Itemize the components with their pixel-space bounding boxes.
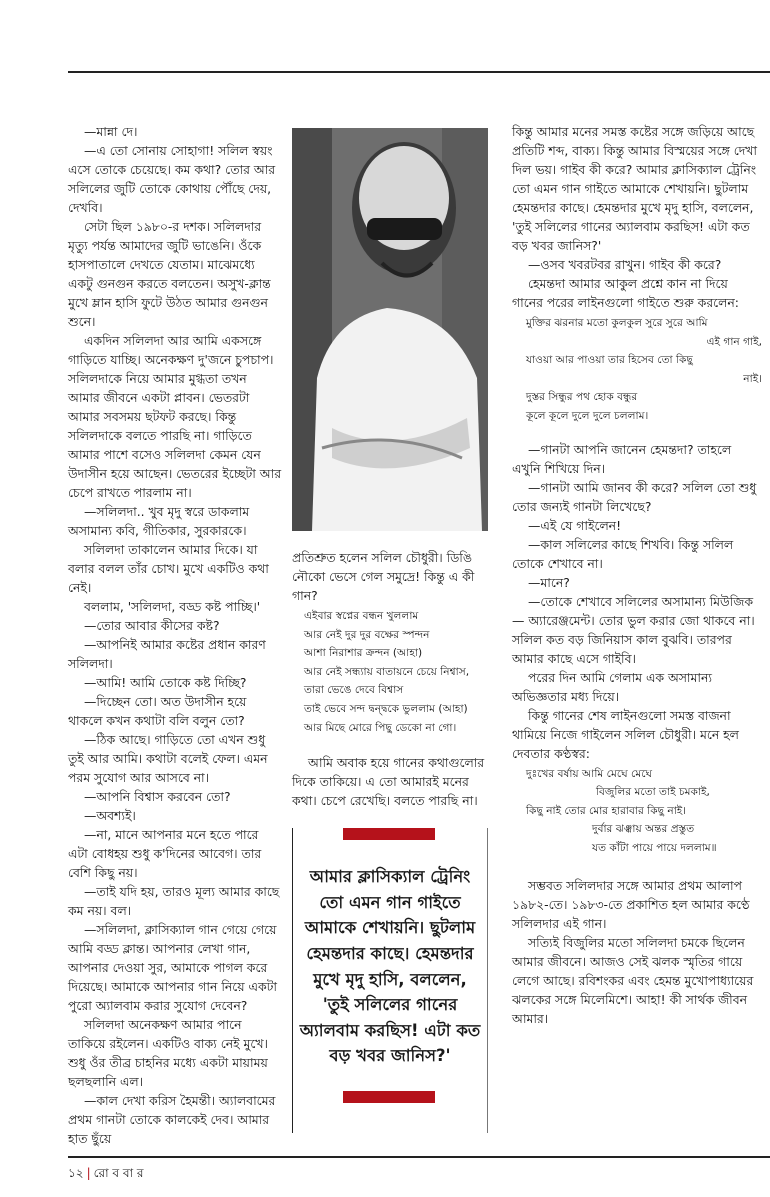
column1-paragraph: সলিলদা অনেকক্ষণ আমার পানে তাকিয়ে রইলেন। একটিও বাক্য নেই মুখে। শুধু ওঁর তীব্র চাহনির মধ্যে একটা মায়াময় ছলছলানি এল।: [68, 1017, 268, 1089]
article-body: [68, 0, 770, 1148]
column1-paragraph: —ঠিক আছে। গাড়িতে তো এখন শুধু তুই আর আমি। কথাটা বলেই ফেল। এমন পরম সুযোগ আর আসবে না।: [68, 732, 268, 785]
column1-paragraph: —মান্না দে।: [84, 124, 138, 139]
column3-paragraph: সম্ভবত সলিলদার সঙ্গে আমার প্রথম আলাপ ১৯৮২-তে। ১৯৮৩-তে প্রকাশিত হল আমার কণ্ঠে সলিলদার এই গান।: [512, 877, 750, 931]
song-line: আর মিছে মোরে পিছু ডেকো না গো।: [304, 721, 457, 734]
column3-paragraph: —গানটা আমি জানব কী করে? সলিল তো শুধু তোর জন্যই গানটা লিখেছে?: [512, 479, 757, 514]
pull-quote-text: আমার ক্লাসিক্যাল ট্রেনিং তো এমন গান গাইতে আমাকে শেখায়নি। ছুটলাম হেমন্তদার কাছে। হেমন্তদার মুখে মৃদু হাসি, বললেন, 'তুই সলিলের গানের অ্যালবাম করছিস! এটা কত বড় খবর জানিস?': [299, 867, 481, 1066]
column3-paragraph: পরের দিন আমি গেলাম এক অসামান্য অভিজ্ঞতার মধ্য দিয়ে।: [512, 669, 712, 704]
column3-paragraph: —গানটা আপনি জানেন হেমন্তদা? তাহলে এখুনি শিখিয়ে দিন।: [512, 441, 732, 476]
column1-paragraph: বললাম, 'সলিলদা, বড্ড কষ্ট পাচ্ছি।': [84, 599, 261, 614]
column1-paragraph: সলিলদা তাকালেন আমার দিকে। যা বলার বলল তাঁর চোখ। মুখে একটিও কথা নেই।: [68, 542, 269, 595]
column3-closing: [512, 876, 762, 1028]
column3-paragraph: সত্যিই বিজুলির মতো সলিলদা চমকে ছিলেন আমার জীবনে। আজও সেই ঝলক স্মৃতির গায়ে লেগে আছে। রবিশংকর এবং হেমন্ত মুখোপাধ্যায়ের ঝলকের সঙ্গে মিলেমিশে। আহা! কী সার্থক জীবন আমার।: [512, 934, 754, 1026]
column3-paragraph: —তোকে শেখাবে সলিলের অসামান্য মিউজিক— অ্যারেঞ্জমেন্ট। তোর ভুল করার জো থাকবে না। সলিল কত বড় জিনিয়াস কাল বুঝবি। তারপর আমার কাছে এসে গাইবি।: [512, 593, 755, 666]
column1-paragraph: —আমি! আমি তোকে কষ্ট দিচ্ছি?: [84, 675, 247, 690]
footer-separator: |: [86, 1166, 91, 1180]
middle-column: [292, 122, 488, 1133]
column1-paragraph: —না, মানে আপনার মনে হতে পারে এটা বোধহয় শুধু ক'দিনের আবেগ। তার বেশি কিছু নয়।: [68, 827, 262, 880]
column3-paragraph: —ওসব খবরটবর রাখুন। গাইব কী করে?: [528, 257, 722, 272]
song-line: নাই।: [743, 372, 762, 385]
song-line: আর নেই সন্ধ্যায় বাতায়নে চেয়ে নিশ্বাস,: [304, 665, 470, 678]
song-lyrics: [526, 314, 762, 426]
column3-paragraph: —মানে?: [528, 574, 570, 590]
column1-paragraph: —এ তো সোনায় সোহাগা! সলিল স্বয়ং এসে তোকে চেয়েছে। কম কথা? তোর আর সলিলের জুটি তোকে কোথায় পৌঁছে দেয়, দেখবি।: [68, 143, 276, 215]
song-line: যাওয়া আর পাওয়া তার হিসেব তো কিছু: [526, 354, 693, 367]
column1-paragraph: —অবশ্যই।: [84, 808, 136, 823]
column3-dialogue: [512, 440, 762, 763]
column2-intro: প্রতিশ্রুত হলেন সলিল চৌধুরী। ডিঙি নৌকো ভেসে গেল সমুদ্রে! কিন্তু এ কী গান?: [292, 550, 475, 603]
column1-paragraph: —তাই যদি হয়, তারও মূল্য আমার কাছে কম নয়। বল।: [68, 884, 280, 918]
song-line: দুঃখের বর্ষায় আমি মেঘে মেঘে: [526, 767, 653, 780]
article-column-1: [68, 122, 282, 1148]
song-lyrics: [304, 607, 488, 737]
song-line: মুক্তির ঝরনার মতো কুলকুল সুরে সুরে আমি: [526, 317, 708, 329]
page-footer: [68, 1165, 770, 1191]
column1-paragraph: —তোর আবার কীসের কষ্ট?: [84, 618, 220, 633]
column1-paragraph: —আপনিই আমার কষ্টের প্রধান কারণ সলিলদা।: [68, 637, 266, 671]
bottom-rule: [68, 1156, 770, 1158]
article-column-2: [292, 548, 488, 810]
column3-paragraph: কিন্তু গানের শেষ লাইনগুলো সমস্ত বাজনা থামিয়ে নিজে গাইলেন সলিল চৌধুরী। মনে হল দেবতার কণ্ঠস্বর:: [512, 707, 739, 761]
song-line: এই গান গাই,: [706, 335, 762, 348]
magazine-name: রো ব বা র: [93, 1166, 144, 1180]
song-line: দুস্তর সিন্ধুর পথ হোক বন্ধুর: [526, 391, 638, 404]
column3-paragraph: —কাল সলিলের কাছে শিখবি। কিন্তু সলিল তোকে শেখাবে না।: [512, 536, 734, 571]
column3-paragraph: —এই যে গাইলেন!: [528, 517, 622, 533]
column1-paragraph: —সলিলদা, ক্লাসিক্যাল গান গেয়ে গেয়ে আমি বড্ড ক্লান্ত। আপনার লেখা গান, আপনার দেওয়া সুর, আমাকে পাগল করে দিয়েছে। আমাকে আপনার গান নিয়ে একটা পুরো অ্যালবাম করার সুযোগ দেবেন?: [68, 922, 277, 1013]
pull-quote-bar-top: [343, 828, 435, 840]
portrait-photo: [292, 128, 488, 531]
song-line: আশা নিরাশার ক্রন্দন (আহা): [304, 647, 423, 660]
column1-paragraph: সেটা ছিল ১৯৮০-র দশক। সলিলদার মৃত্যু পর্যন্ত আমাদের জুটি ভাঙেনি। ওঁকে হাসপাতালে দেখতে যেতাম। মাঝেমধ্যে একটু গুনগুন করতে বলতেন। অসুখ-ক্লান্ত মুখে ম্লান হাসি ফুটে উঠত আমার গুনগুন শুনে।: [68, 219, 271, 329]
column1-paragraph: একদিন সলিলদা আর আমি একসঙ্গে গাড়িতে যাচ্ছি। অনেকক্ষণ দু'জনে চুপচাপ। সলিলদাকে নিয়ে আমার মুগ্ধতা তখন আমার জীবনে একটা প্লাবন। ভেতরটা আমার সবসময় ছটফট করছে। কিন্তু সলিলদাকে বলতে পারছি না। গাড়িতে আমার পাশে বসেও সলিলদা কেমন যেন উদাসীন হয়ে আছেন। ভেতরের ইচ্ছেটা আর চেপে রাখতে পারলাম না।: [68, 333, 282, 500]
song-line: দুর্বার ঝঞ্ঝায় অন্তর প্রস্তুত: [592, 823, 695, 836]
song-line: যত কাঁটা পায়ে পায়ে দললাম॥: [592, 841, 717, 854]
column2-after: আমি অবাক হয়ে গানের কথাগুলোর দিকে তাকিয়ে। এ তো আমারই মনের কথা। চেপে রেখেছি। বলতে পারছি না।: [292, 755, 485, 809]
song-line: আর নেই দুর দুর বক্ষের স্পন্দন: [304, 628, 430, 641]
column1-paragraph: —দিচ্ছেন তো। অত উদাসীন হয়ে থাকলে কখন কথাটা বলি বলুন তো?: [68, 694, 247, 728]
song-line: তাই ভেবে সন্দ দ্বন্দ্বকে ভুললাম (আহা): [304, 702, 468, 715]
song-lyrics: [526, 765, 762, 858]
pull-quote-bar-bottom: [343, 1091, 435, 1103]
portrait-illustration: [292, 128, 488, 531]
song-line: তারা ভেঙে দেবে বিশ্বাস: [304, 684, 404, 697]
song-line: কূলে কূলে দুলে দুলে চললাম।: [526, 409, 649, 422]
column3-paragraph: কিন্তু আমার মনের সমস্ত কষ্টের সঙ্গে জড়িয়ে আছে প্রতিটি শব্দ, বাক্য। কিন্তু আমার বিস্ময়ের সঙ্গে দেখা দিল ভয়। গাইব কী করে? আমার ক্লাসিক্যাল ট্রেনিং তো এমন গান গাইতে আমাকে শেখায়নি। ছুটলাম হেমন্তদার কাছে। হেমন্তদার মুখে মৃদু হাসি, বললেন, 'তুই সলিলের গানের অ্যালবাম করছিস! এটা কত বড় খবর জানিস?': [512, 124, 758, 253]
column1-paragraph: —কাল দেখা করিস হৈমন্তী। অ্যালবামের প্রথম গানটা তোকে কালকেই দেব। আমার হাত ছুঁয়ে: [68, 1093, 276, 1146]
column3-paragraph: হেমন্তদা আমার আকুল প্রশ্নে কান না দিয়ে গানের পরের লাইনগুলো গাইতে শুরু করলেন:: [512, 276, 739, 310]
article-column-3: [512, 122, 762, 1028]
song-line: এইবার স্বপ্নের বন্ধন খুললাম: [304, 610, 419, 622]
page-number: ১২: [68, 1166, 84, 1180]
column1-paragraph: —আপনি বিশ্বাস করবেন তো?: [84, 789, 231, 804]
pull-quote: [292, 828, 488, 1133]
song-line: কিছু নাই তোর মোর হারাবার কিছু নাই।: [526, 804, 687, 817]
song-line: বিজুলির মতো তাই চমকাই,: [596, 786, 710, 799]
column1-paragraph: —সলিলদা.. খুব মৃদু স্বরে ডাকলাম অসামান্য কবি, গীতিকার, সুরকারকে।: [68, 504, 250, 538]
